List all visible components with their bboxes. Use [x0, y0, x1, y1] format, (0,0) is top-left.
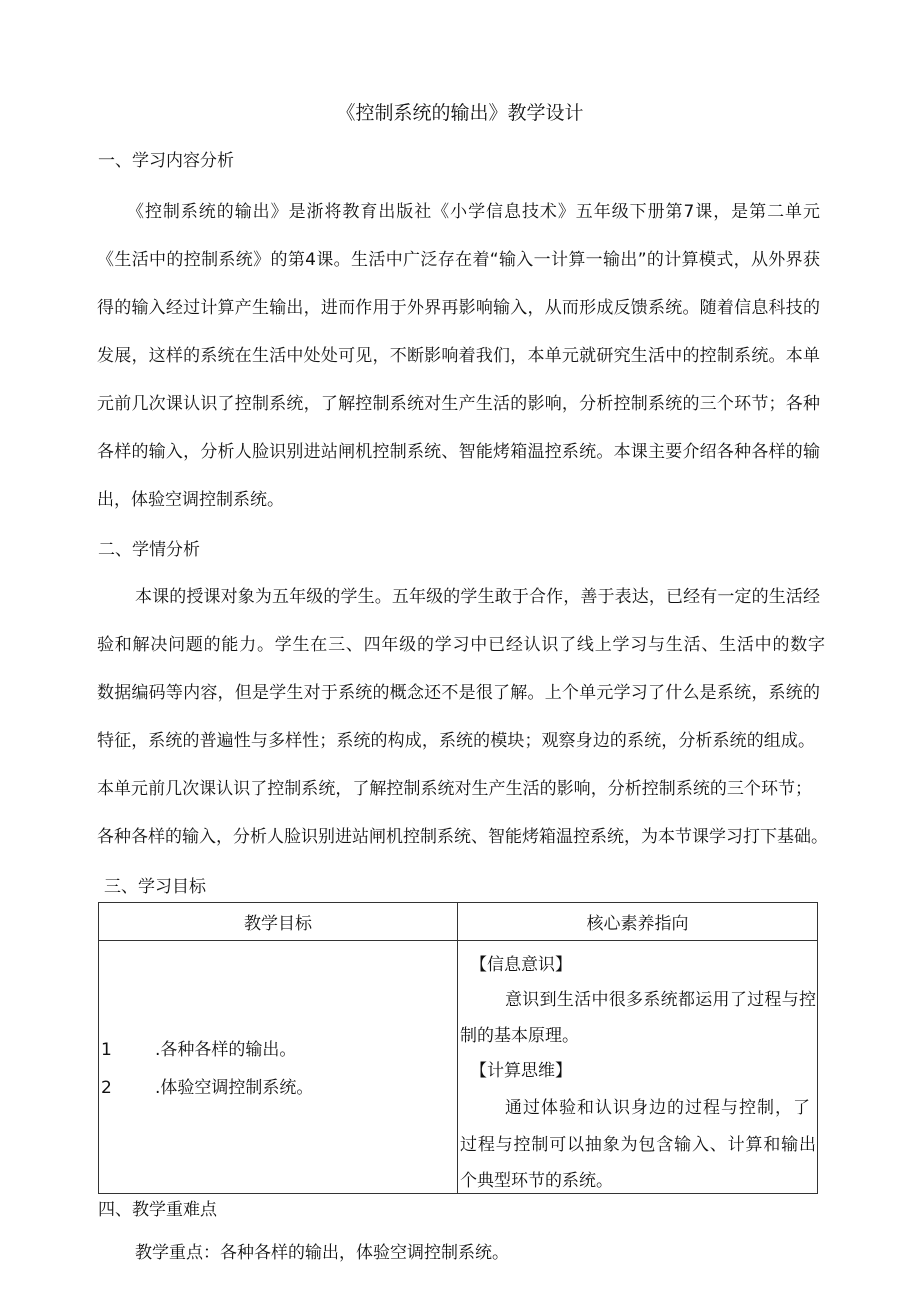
paragraph-line: 元前几次课认识了控制系统，了解控制系统对生产生活的影响，分析控制系统的三个环节；各种 — [97, 394, 820, 414]
literacy-line: 通过体验和认识身边的过程与控制，了 — [505, 1098, 810, 1118]
page-title: 《控制系统的输出》教学设计 — [336, 102, 584, 124]
literacy-tag: 【计算思维】 — [470, 1061, 572, 1081]
section1-heading: 一、学习内容分析 — [98, 151, 234, 171]
literacy-line: 个典型环节的系统。 — [460, 1171, 613, 1191]
table-header-literacy: 核心素养指向 — [458, 903, 818, 941]
goal-number: 1 — [101, 1040, 112, 1060]
literacy-line: 过程与控制可以抽象为包含输入、计算和输出 — [460, 1135, 816, 1155]
section4-heading: 四、教学重难点 — [98, 1200, 217, 1220]
section2-heading: 二、学情分析 — [98, 540, 200, 560]
section3-heading: 三、学习目标 — [104, 877, 206, 897]
goal-text: .体验空调控制系统。 — [155, 1078, 314, 1098]
paragraph-line: 数据编码等内容，但是学生对于系统的概念还不是很了解。上个单元学习了什么是系统，系统的 — [97, 683, 820, 703]
paragraph-line: 特征，系统的普遍性与多样性；系统的构成，系统的模块；观察身边的系统，分析系统的组成。 — [97, 731, 815, 751]
literacy-line: 制的基本原理。 — [460, 1026, 579, 1046]
paragraph-line: 出，体验空调控制系统。 — [97, 490, 284, 510]
literacy-tag: 【信息意识】 — [470, 955, 572, 975]
paragraph-line: 本课的授课对象为五年级的学生。五年级的学生敢于合作，善于表达，已经有一定的生活经 — [135, 587, 820, 607]
paragraph-line: 验和解决问题的能力。学生在三、四年级的学习中已经认识了线上学习与生活、生活中的数字 — [97, 635, 825, 655]
key-point: 教学重点：各种各样的输出，体验空调控制系统。 — [135, 1243, 509, 1263]
paragraph-line: 得的输入经过计算产生输出，进而作用于外界再影响输入，从而形成反馈系统。随着信息科技的 — [97, 298, 820, 318]
paragraph-line: 各样的输入，分析人脸识别进站闸机控制系统、智能烤箱温控系统。本课主要介绍各种各样的输 — [97, 442, 820, 462]
goal-text: .各种各样的输出。 — [155, 1040, 297, 1060]
goal-number: 2 — [101, 1078, 112, 1098]
paragraph-line: 各种各样的输入，分析人脸识别进站闸机控制系统、智能烤箱温控系统，为本节课学习打下基础。 — [97, 827, 828, 847]
paragraph-line: 发展，这样的系统在生活中处处可见，不断影响着我们，本单元就研究生活中的控制系统。本单 — [97, 346, 820, 366]
literacy-line: 意识到生活中很多系统都运用了过程与控 — [505, 990, 816, 1010]
paragraph-line: 《生活中的控制系统》的第4课。生活中广泛存在着“输入一计算一输出”的计算模式，从外界获 — [97, 250, 820, 270]
paragraph-line: 本单元前几次课认识了控制系统，了解控制系统对生产生活的影响，分析控制系统的三个环节； — [97, 779, 812, 799]
table-header-goals: 教学目标 — [99, 903, 458, 941]
goals-cell — [99, 941, 458, 1194]
paragraph-line: 《控制系统的输出》是浙将教育出版社《小学信息技术》五年级下册第7课，是第二单元 — [127, 202, 820, 222]
